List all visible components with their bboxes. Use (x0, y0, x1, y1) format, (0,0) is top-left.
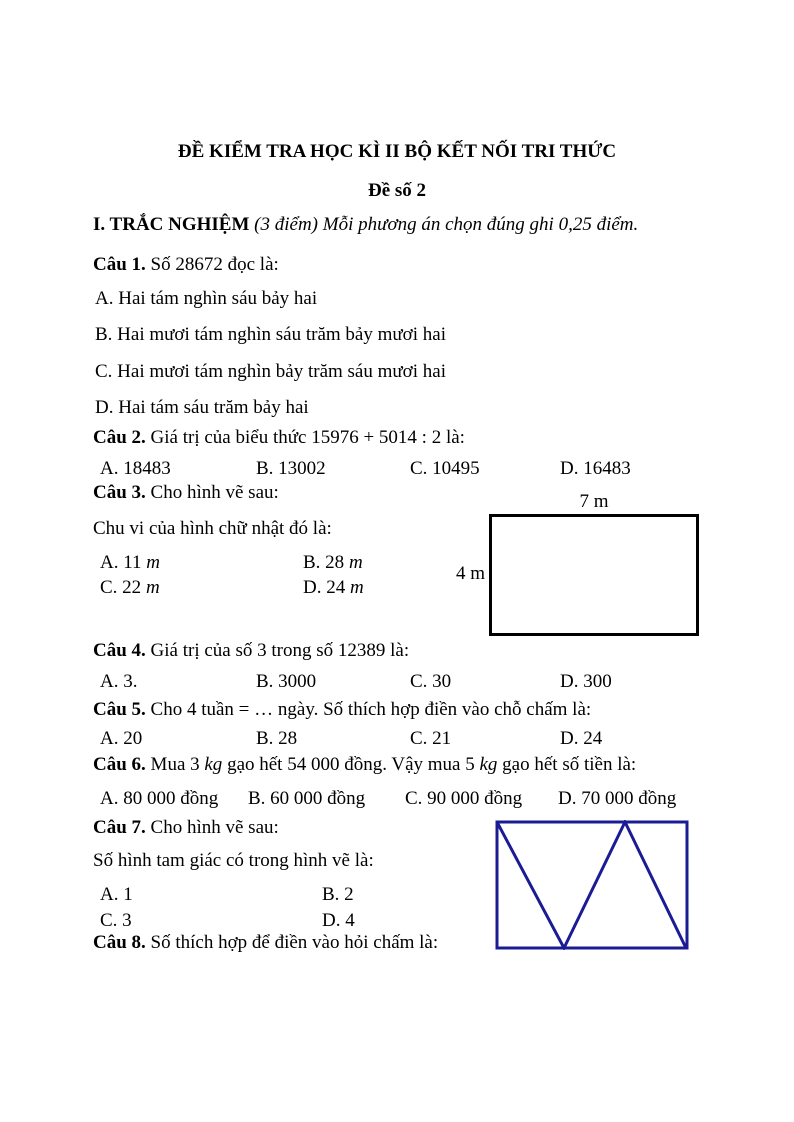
question-7-label: Câu 7. (93, 817, 146, 838)
question-5 (93, 698, 591, 722)
question-4-option-b: B. 3000 (256, 671, 317, 692)
question-2 (93, 426, 465, 450)
question-7-prompt: Số hình tam giác có trong hình vẽ là: (93, 850, 374, 871)
question-2-option-d: D. 16483 (560, 458, 631, 479)
rectangle-figure (489, 514, 699, 636)
question-5-option-a: A. 20 (100, 728, 143, 749)
question-3-text: Cho hình vẽ sau: (145, 482, 279, 503)
option-unit: m (145, 577, 160, 598)
question-7-option-a: A. 1 (100, 884, 133, 905)
question-6-text-1: Mua 3 (145, 754, 205, 775)
question-3-option-a (100, 551, 160, 575)
rectangle-height-label: 4 m (455, 563, 485, 584)
question-7-text: Cho hình vẽ sau: (145, 817, 279, 838)
question-4-option-c: C. 30 (410, 671, 452, 692)
question-4-text: Giá trị của số 3 trong số 12389 là: (145, 640, 410, 661)
question-1-label: Câu 1. (93, 254, 146, 275)
question-3-prompt: Chu vi của hình chữ nhật đó là: (93, 518, 332, 539)
option-unit: m (146, 552, 161, 573)
question-4-label: Câu 4. (93, 640, 146, 661)
question-6-option-d: D. 70 000 đồng (558, 788, 677, 809)
question-5-option-b: B. 28 (256, 728, 298, 749)
question-7-option-c: C. 3 (100, 910, 132, 931)
question-6 (93, 753, 636, 777)
question-2-option-b: B. 13002 (256, 458, 326, 479)
question-7-option-d: D. 4 (322, 910, 355, 931)
question-1-option-c: C. Hai mươi tám nghìn bảy trăm sáu mươi hai (95, 361, 446, 382)
option-unit: m (348, 552, 363, 573)
question-8 (93, 931, 438, 955)
question-2-option-a: A. 18483 (100, 458, 171, 479)
triangles-figure-zigzag (497, 822, 686, 948)
question-5-option-d: D. 24 (560, 728, 603, 749)
triangles-figure (495, 820, 689, 950)
question-4 (93, 639, 409, 663)
question-4-option-d: D. 300 (560, 671, 612, 692)
option-text: C. 22 (100, 577, 146, 598)
question-8-text: Số thích hợp để điền vào hỏi chấm là: (145, 932, 439, 953)
question-2-option-c: C. 10495 (410, 458, 480, 479)
question-2-text: Giá trị của biểu thức 15976 + 5014 : 2 là: (145, 427, 465, 448)
question-7 (93, 816, 279, 840)
option-unit: m (349, 577, 364, 598)
question-5-label: Câu 5. (93, 699, 146, 720)
triangles-figure-rect (497, 822, 687, 948)
question-5-option-c: C. 21 (410, 728, 452, 749)
question-1-option-b: B. Hai mươi tám nghìn sáu trăm bảy mươi hai (95, 324, 446, 345)
question-6-option-c: C. 90 000 đồng (405, 788, 523, 809)
question-1-text: Số 28672 đọc là: (145, 254, 279, 275)
option-text: A. 11 (100, 552, 147, 573)
exam-subtitle: Đề số 2 (367, 180, 427, 201)
option-text: D. 24 (303, 577, 350, 598)
question-3-option-b (303, 551, 363, 575)
question-7-option-b: B. 2 (322, 884, 354, 905)
question-3-option-c (100, 576, 160, 600)
question-8-label: Câu 8. (93, 932, 146, 953)
question-1 (93, 253, 279, 277)
question-6-option-a: A. 80 000 đồng (100, 788, 219, 809)
option-text: B. 28 (303, 552, 349, 573)
question-6-label: Câu 6. (93, 754, 146, 775)
question-1-option-a: A. Hai tám nghìn sáu bảy hai (95, 288, 318, 309)
question-3 (93, 481, 279, 505)
question-6-unit-1: kg (204, 754, 223, 775)
question-6-unit-2: kg (479, 754, 498, 775)
exam-title: ĐỀ KIỂM TRA HỌC KÌ II BỘ KẾT NỐI TRI THỨC (177, 141, 617, 162)
question-3-option-d (303, 576, 364, 600)
question-3-label: Câu 3. (93, 482, 146, 503)
question-5-text: Cho 4 tuần = … ngày. Số thích hợp điền vào chỗ chấm là: (145, 699, 592, 720)
rectangle-width-label: 7 m (579, 491, 609, 512)
question-2-label: Câu 2. (93, 427, 146, 448)
question-1-option-d: D. Hai tám sáu trăm bảy hai (95, 397, 309, 418)
question-6-text-2: gạo hết 54 000 đồng. Vậy mua 5 (222, 754, 480, 775)
question-4-option-a: A. 3. (100, 671, 138, 692)
section-heading (93, 213, 638, 237)
section-heading-bold: I. TRẮC NGHIỆM (93, 214, 250, 235)
question-6-text-3: gạo hết số tiền là: (497, 754, 637, 775)
section-heading-note: (3 điểm) Mỗi phương án chọn đúng ghi 0,25 điểm. (249, 214, 639, 235)
question-6-option-b: B. 60 000 đồng (248, 788, 366, 809)
